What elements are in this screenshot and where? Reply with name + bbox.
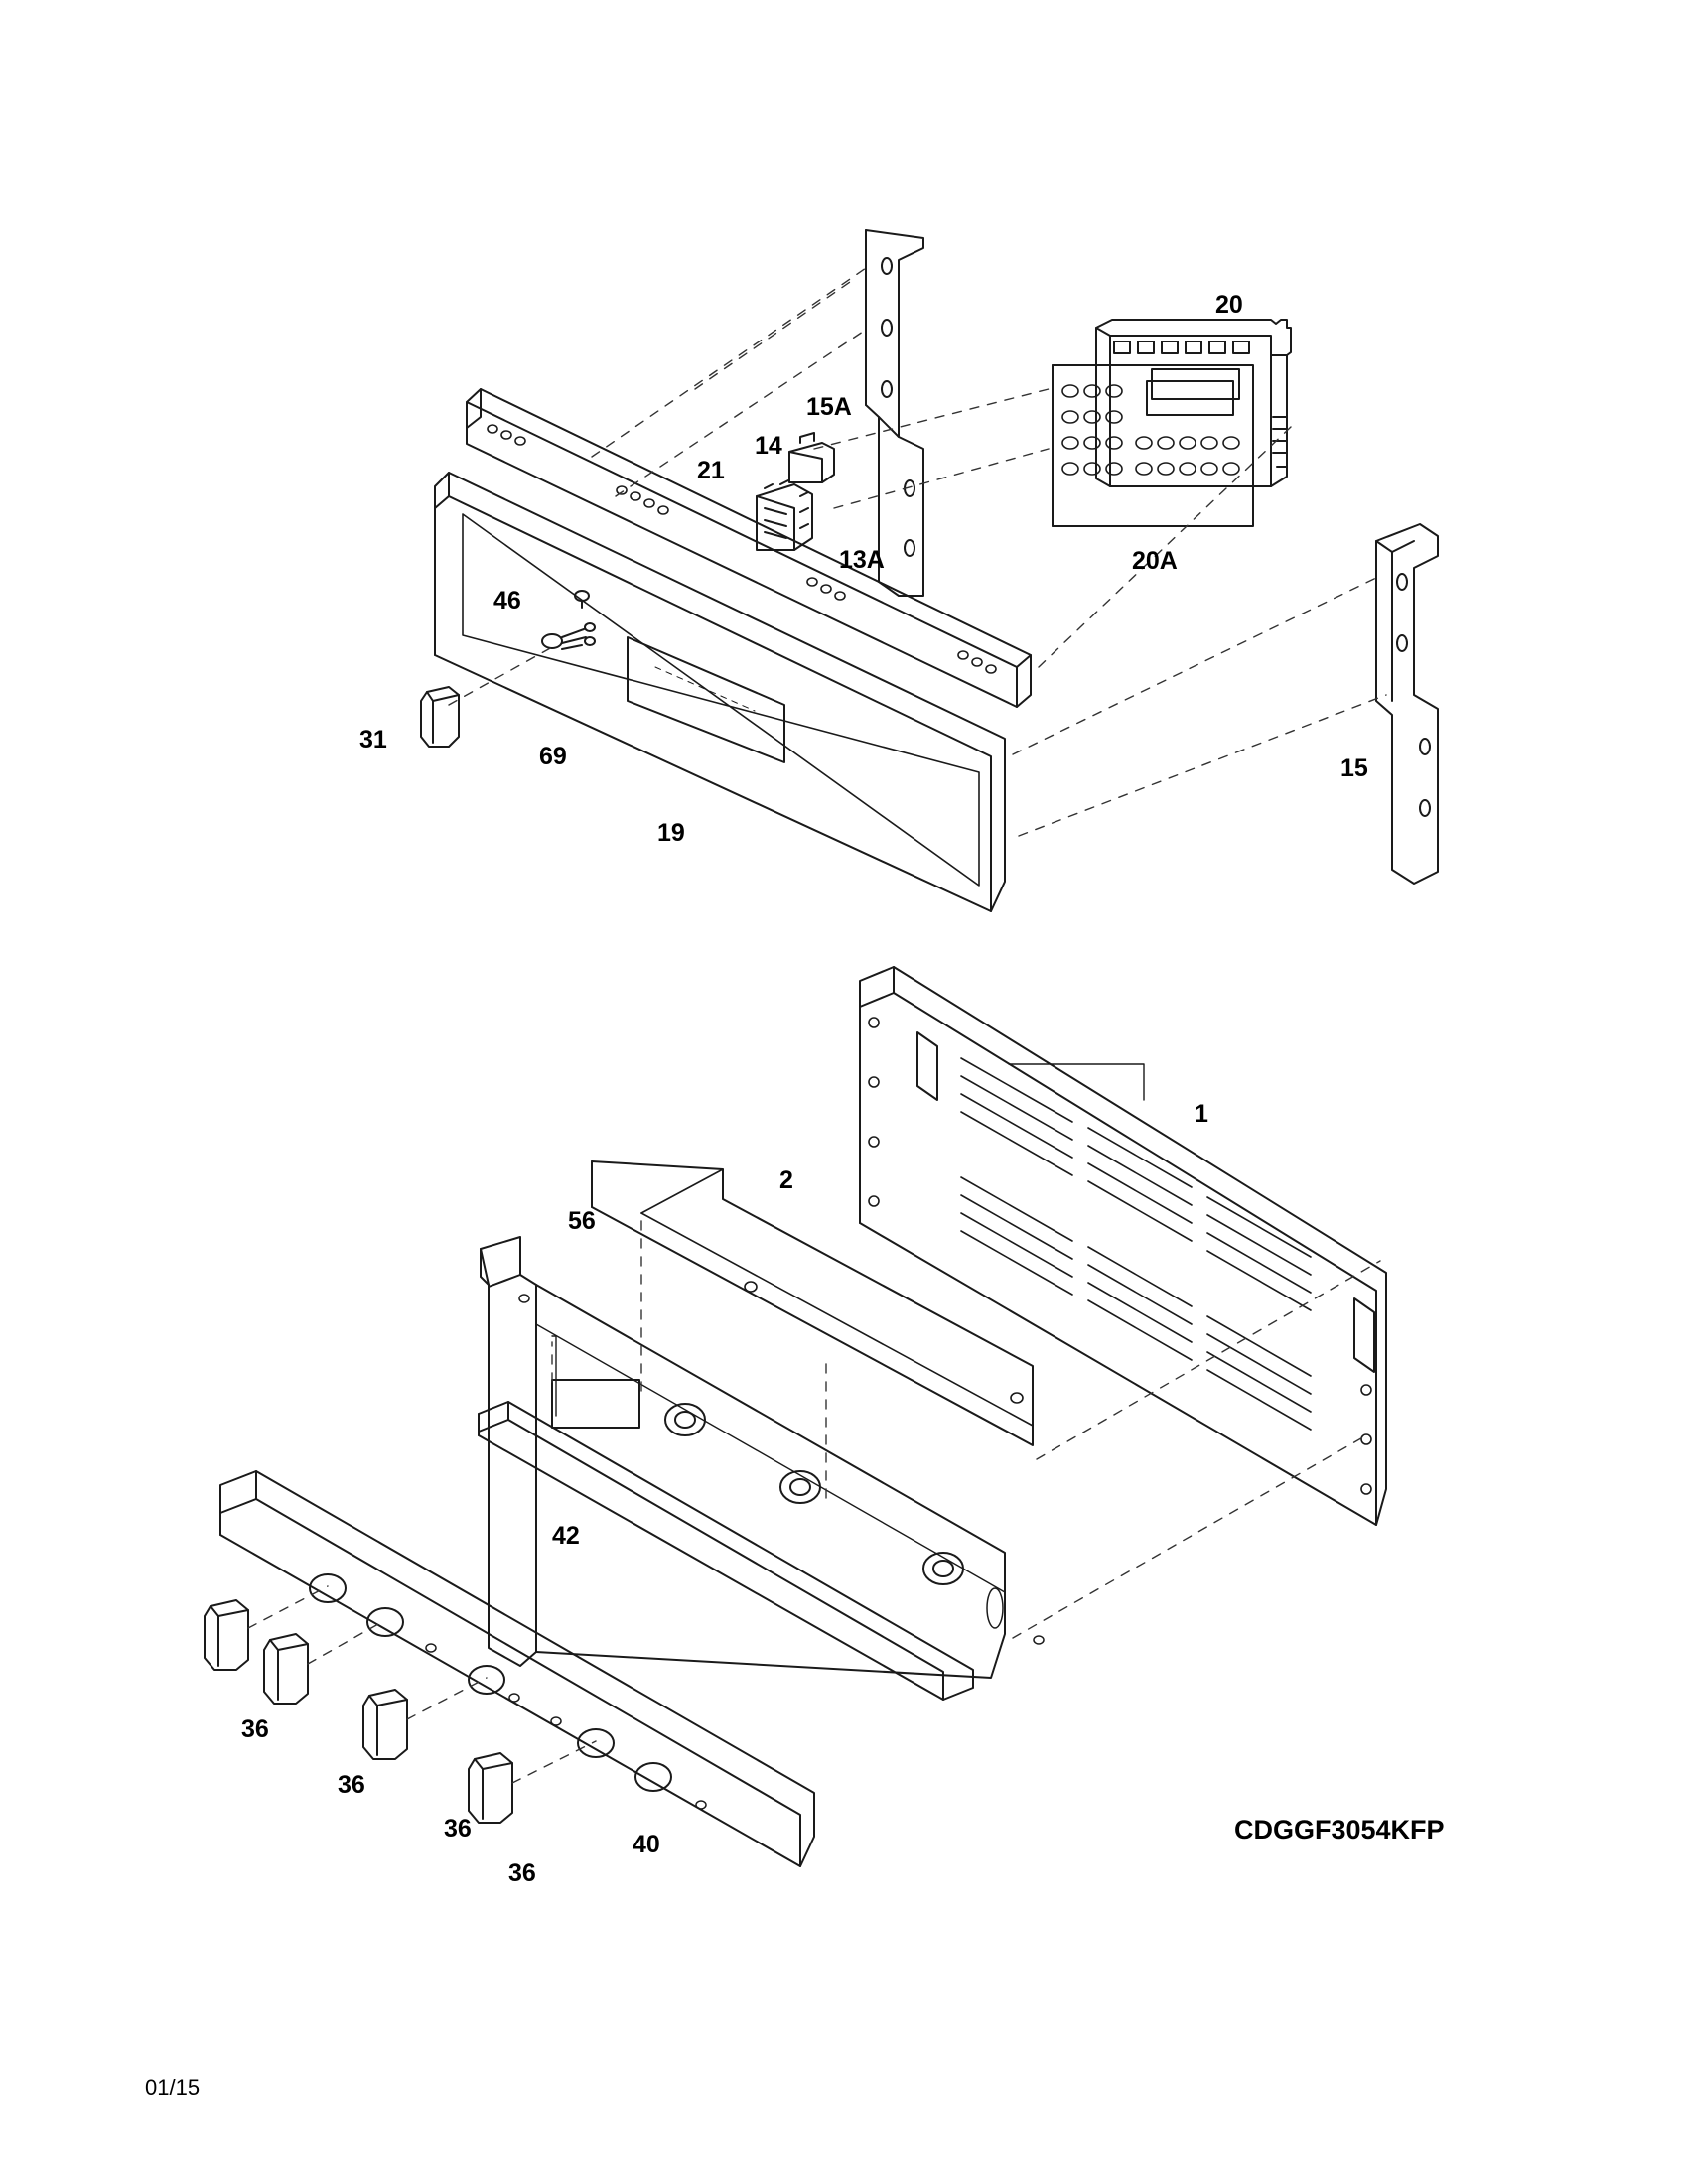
callout-15A: 15A xyxy=(806,393,852,421)
part-31-knob xyxy=(421,687,459,747)
part-15-right-bracket xyxy=(1376,524,1438,884)
callout-21: 21 xyxy=(697,457,725,484)
part-36-knob-1 xyxy=(205,1600,248,1670)
part-36-knob-2 xyxy=(264,1634,308,1704)
callout-2: 2 xyxy=(779,1166,793,1194)
callout-15: 15 xyxy=(1340,754,1368,782)
part-36-knob-4 xyxy=(469,1753,512,1823)
callout-40: 40 xyxy=(633,1831,660,1858)
part-36-knob-3 xyxy=(363,1690,407,1759)
part-2-filler-panel xyxy=(592,1161,1033,1445)
model-number-label: CDGGF3054KFP xyxy=(1234,1815,1445,1844)
part-19-backguard-panel xyxy=(435,473,1005,911)
part-13A-transformer xyxy=(757,480,812,550)
callout-46: 46 xyxy=(493,587,521,614)
page-date-label: 01/15 xyxy=(145,2075,201,2100)
part-1-rear-panel xyxy=(860,967,1386,1525)
callout-1: 1 xyxy=(1195,1100,1208,1128)
part-69-clip xyxy=(542,623,595,649)
callout-36-a: 36 xyxy=(241,1715,269,1743)
callout-56: 56 xyxy=(568,1207,596,1235)
part-42-trim-strip xyxy=(479,1402,973,1700)
callout-20: 20 xyxy=(1215,291,1243,319)
callout-13A: 13A xyxy=(839,546,885,574)
part-40-control-panel xyxy=(220,1471,814,1866)
callout-20A: 20A xyxy=(1132,547,1178,575)
callout-19: 19 xyxy=(657,819,685,847)
part-20-control-board xyxy=(1096,320,1291,486)
callout-36-b: 36 xyxy=(338,1771,365,1799)
callout-14: 14 xyxy=(755,432,782,460)
part-14-switch xyxy=(789,433,834,482)
callout-69: 69 xyxy=(539,743,567,770)
callout-31: 31 xyxy=(359,726,387,753)
callout-36-c: 36 xyxy=(444,1815,472,1843)
part-56-side-rail xyxy=(481,1237,1044,1678)
part-15A-left-bracket xyxy=(866,230,923,596)
callout-42: 42 xyxy=(552,1522,580,1550)
callout-36-d: 36 xyxy=(508,1859,536,1887)
